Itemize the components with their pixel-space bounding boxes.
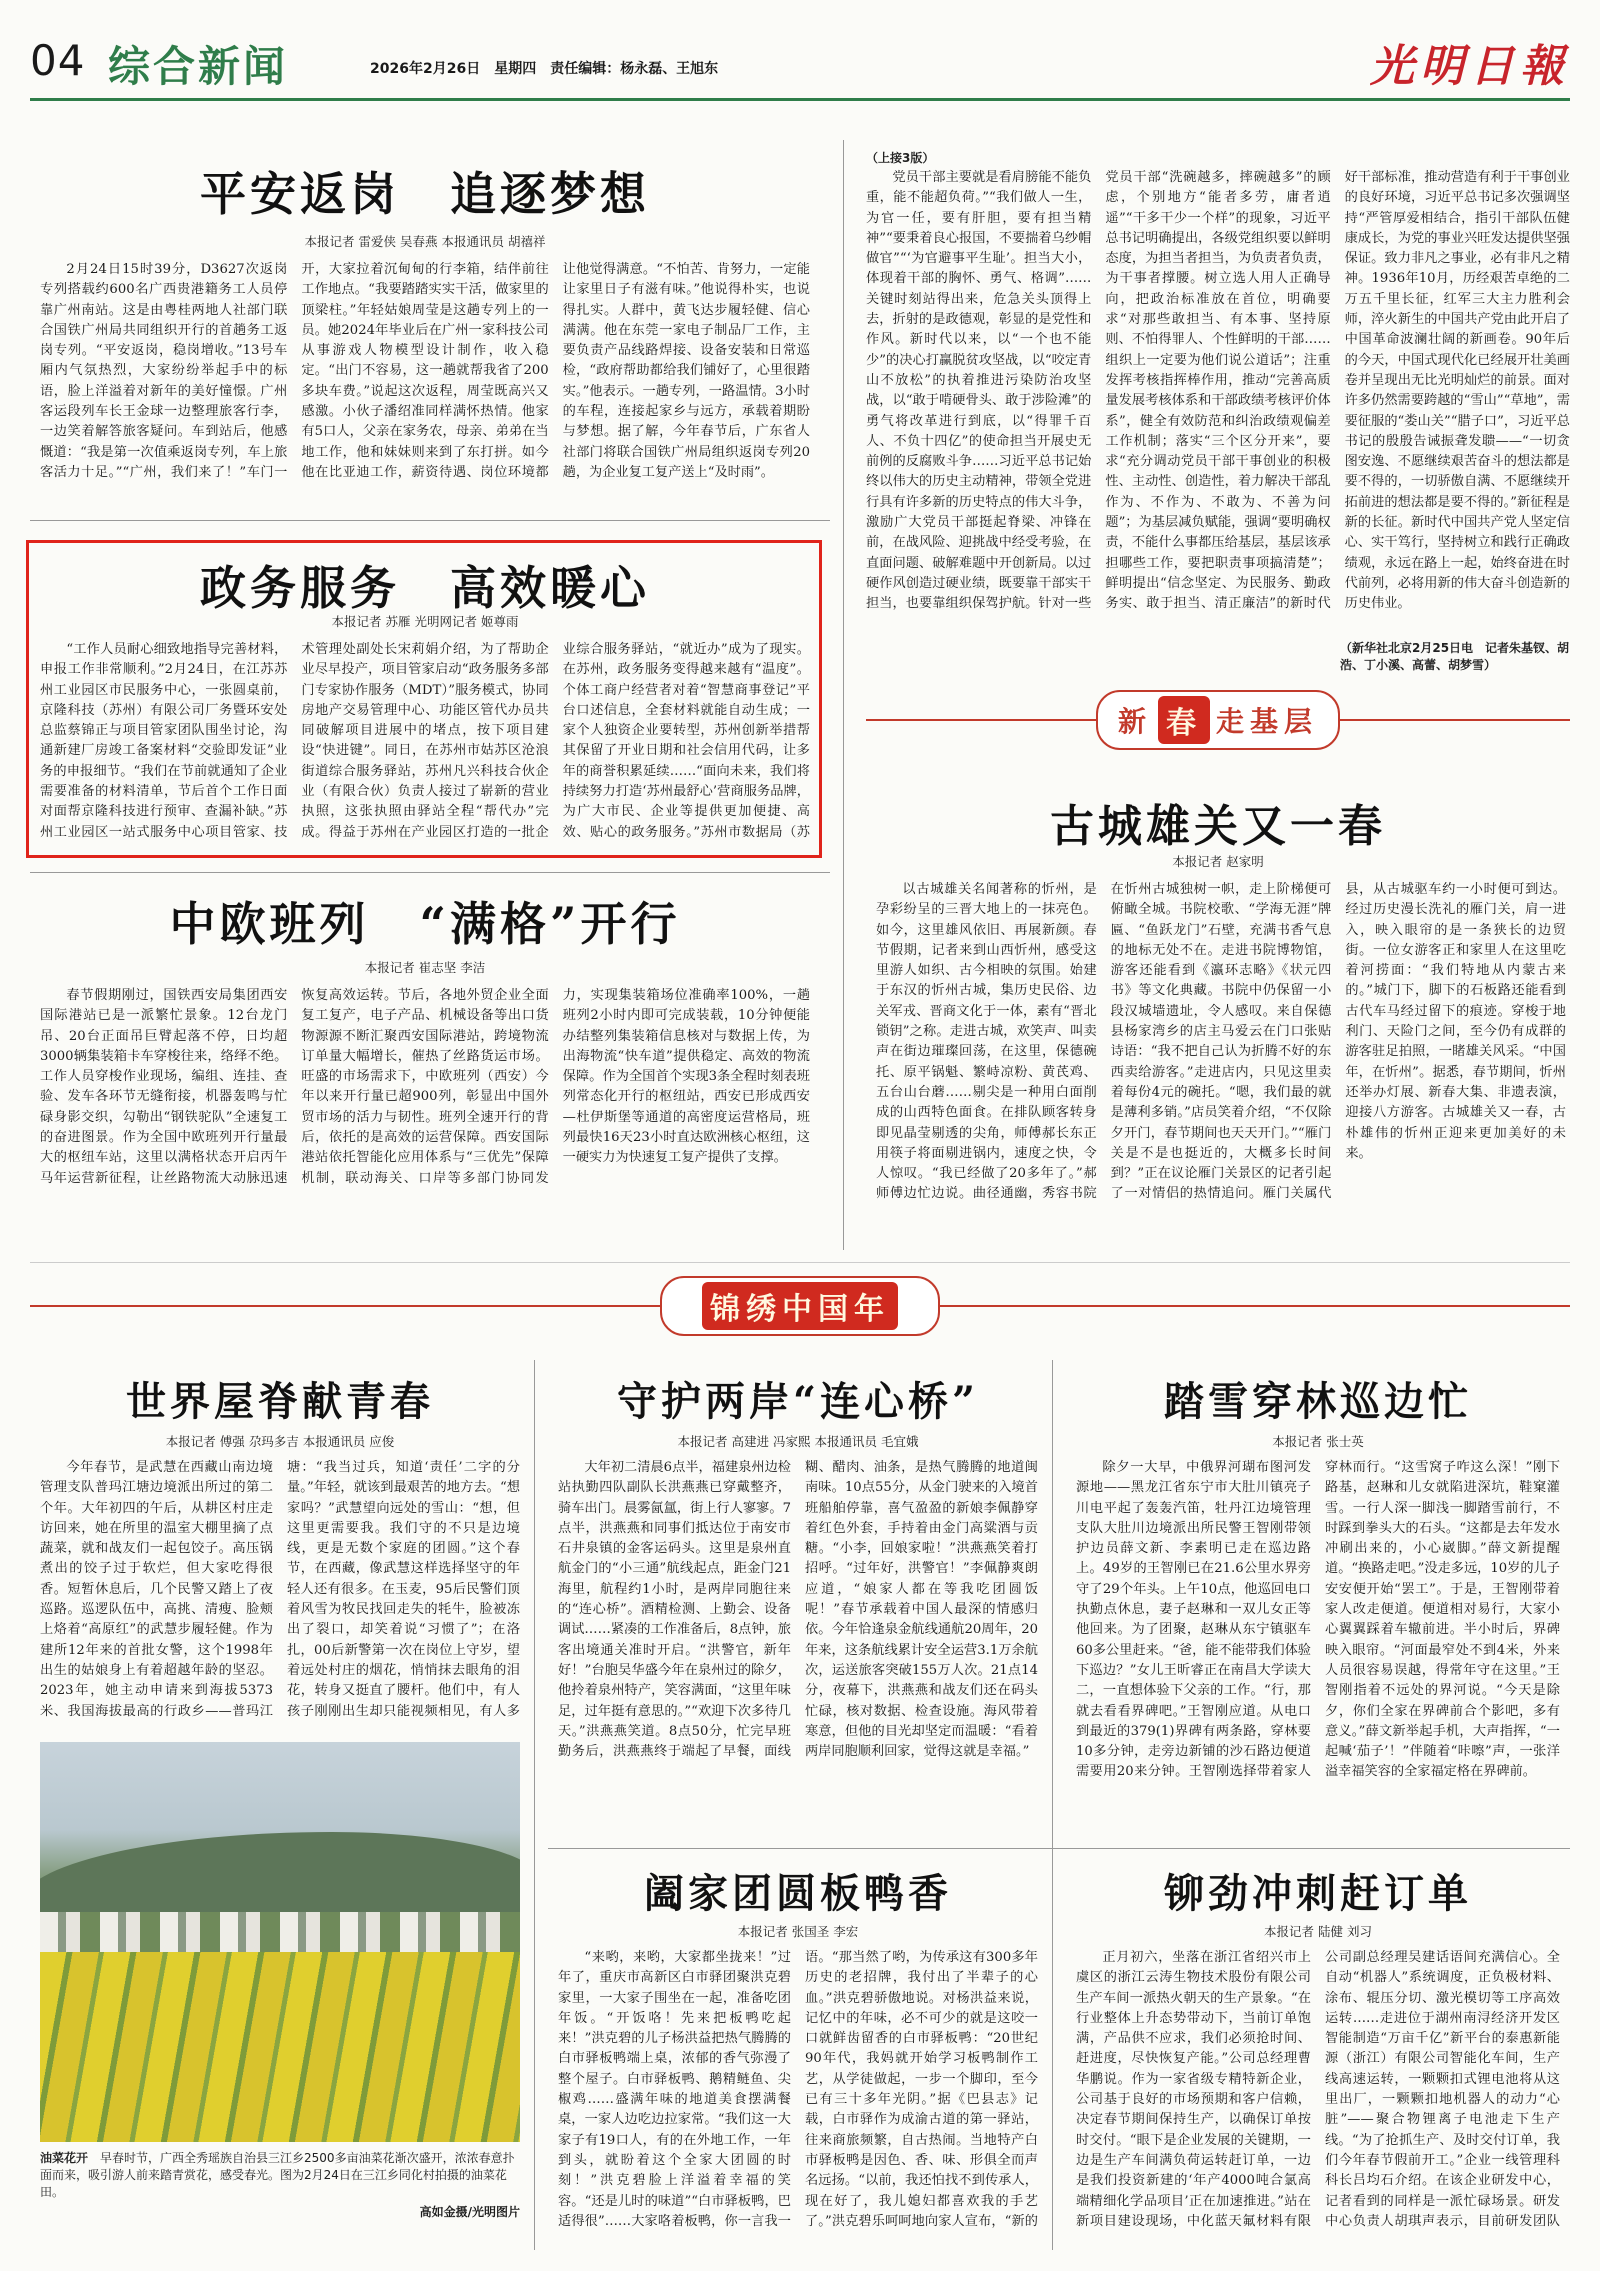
page-number: 04 <box>30 36 86 85</box>
article-column: 除夕一大早，中俄界河瑚布图河发源地——黑龙江省东宁市大肚川镇亮子川电平起了轰轰汽笛，牡丹江边境管理支队大肚川边境派出所民警王智刚带领护边员薛文新、李素明已走在巡边路上。49岁的王智刚已在21.6公里水界旁守了29个年头。上午10点，他巡回电口执勤点休息，妻子赵琳和一双儿女正等他回来。为了团聚，赵琳从东宁镇驱车60多公里赶来。“爸，能不能带我们体验下巡边？”女儿王昕睿正在南昌大学读大二，一直想体验下父亲的工作。“行，那就去看看界碑吧。”王智刚应道。从电口到最近的379(1)界碑有两条路，穿林要10多分钟，走旁边新铺的沙石路边便道需要用20来分钟。王智刚选择带着家人穿林而行。“这雪窝子咋这么深！”刚下路基，赵琳和儿女就陷进深坑，鞋窠灌雪。一行人深一脚浅一脚踏雪前行，不时踩到拳头大的石头。“这都是去年发水冲刷出来的，小心崴脚。”薛文新提醒道。“换路走吧。”没走多远，10岁的儿子安安便开始“罢工”。于是，王智刚带着家人改走便道。便道相对易行，大家小心翼翼踩着车辙前进。半小时后，界碑映入眼帘。“河面最窄处不到4米，外来人员很容易误越，得常年守在这里。”王智刚指着不远处的界河说。“今天是除夕，你们全家在界碑前合个影吧，多有意义。”薛文新举起手机，大声指挥，“一起喊‘茄子’！”伴随着“咔嚓”声，一张洋溢幸福笑容的全家福定格在界碑前。 <box>1076 1460 1560 1780</box>
article-title-roof-of-world: 世界屋脊献青春 <box>126 1378 434 1425</box>
section-divider <box>30 1262 1570 1263</box>
section-rule <box>30 520 830 521</box>
date-editor-line: 2026年2月26日 星期四 责任编辑：杨永磊、王旭东 <box>370 61 719 77</box>
article-title-rush-orders: 铆劲冲刺赶订单 <box>1164 1870 1472 1917</box>
article-byline-cross-strait-bridge: 本报记者 高建进 冯家熙 本报通讯员 毛宜娥 <box>677 1434 919 1449</box>
caption-title: 油菜花开 <box>40 2151 89 2165</box>
continuation-header: （上接3版） <box>866 151 935 165</box>
article-column: 党员干部主要就是看肩膀能不能负重，能不能超负荷。”“我们做人一生，为官一任，要有肝胆，要有担当精神”“要秉着良心报国，不要揣着乌纱帽做官”“‘为官避事平生耻’。担当大小，体现着干部的胸怀、勇气、格调”……关键时刻站得出来，危急关头顶得上去，折射的是政德观，彰显的是党性和作风。新时代以来，以“一个也不能少”的决心打赢脱贫攻坚战，以“咬定青山不放松”的执着推进污染防治攻坚战，以“敢于啃硬骨头、敢于涉险滩”的勇气将改革进行到底，以“得罪千百人、不负十四亿”的使命担当开展史无前例的反腐败斗争……习近平总书记始终以伟大的历史主动精神，带领全党进行具有许多新的历史特点的伟大斗争，激励广大党员干部挺起脊梁、冲锋在前，在战风险、迎挑战中经受考验，在直面问题、破解难题中开创新局。以过硬作风创造过硬业绩，既要靠干部实干担当，也要靠组织保驾护航。针对一些党员干部“洗碗越多，摔碗越多”的顾虑，个别地方“能者多劳，庸者逍遥”“干多干少一个样”的现象，习近平总书记明确提出，各级党组织要以鲜明态度，为担当者担当，为负责者负责，为干事者撑腰。树立选人用人正确导向，把政治标准放在首位，明确要求“对那些敢担当、有本事、坚持原则、不怕得罪人、个性鲜明的干部……组织上一定要为他们说公道话”；注重发挥考核指挥棒作用，推动“完善高质量发展考核体系和干部政绩考核评价体系”，健全有效防范和纠治政绩观偏差工作机制；落实“三个区分开来”，要求“充分调动党员干部干事创业的积极性、主动性、创造性，着力解决干部乱作为、不作为、不敢为、不善为问题”；为基层减负赋能，强调“要明确权责，不能什么事都压给基层，基层该承担哪些工作，要把职责事项搞清楚”；鲜明提出“信念坚定、为民服务、勤政务实、敢于担当、清正廉洁”的新时代好干部标准，推动营造有利于干事创业的良好环境，习近平总书记多次强调坚持“严管厚爱相结合，指引干部队伍健康成长，为党的事业兴旺发达提供坚强保证。致力非凡之事业，必有非凡之精神。1936年10月，历经艰苦卓绝的二万五千里长征，红军三大主力胜利会师，淬火新生的中国共产党由此开启了中国革命波澜壮阔的新画卷。90年后的今天，中国式现代化已经展开壮美画卷并呈现出无比光明灿烂的前景。面对许多仍然需要跨越的“雪山”“草地”，需要征服的“娄山关”“腊子口”，习近平总书记的殷殷告诫振聋发聩——“一切贪图安逸、不愿继续艰苦奋斗的想法都是要不得的，一切骄傲自满、不愿继续开拓前进的想法都是要不得的。”新征程是新的长征。新时代中国共产党人坚定信心、实干笃行，坚持树立和践行正确政绩观，永远在路上一起，始终奋进在时代前列，必将用新的伟大奋斗创造新的历史伟业。 <box>866 170 1570 612</box>
rapeseed-field-photo <box>40 1742 520 2142</box>
caption-text: 早春时节，广西全秀瑶族自治县三江乡2500多亩油菜花渐次盛开，浓浓春意扑面而来，吸引游人前来踏青赏花，感受春光。图为2月24日在三江乡同化村拍摄的油菜花田。 <box>40 2151 515 2199</box>
article-body-border-patrol <box>1076 1458 1560 1838</box>
section-rule <box>30 872 830 873</box>
article-byline-gov-services: 本报记者 苏雁 光明网记者 姬尊雨 <box>331 614 519 629</box>
column-rule <box>1052 1360 1053 2250</box>
banner-splendid-new-year <box>30 1276 1570 1336</box>
article-title-cross-strait-bridge: 守护两岸“连心桥” <box>616 1378 979 1425</box>
masthead <box>30 28 1570 98</box>
article-byline-china-europe-rail: 本报记者 崔志坚 李洁 <box>364 960 486 975</box>
photo-caption <box>40 2150 520 2220</box>
banner-label: 锦绣中国年 <box>660 1276 940 1336</box>
article-body-return-to-work <box>40 260 810 490</box>
article-title-family-duck: 阖家团圆板鸭香 <box>644 1870 952 1917</box>
article-body-rush-orders <box>1076 1948 1560 2248</box>
newspaper-logo: 光明日報 <box>1370 41 1570 92</box>
article-body-roof-of-world <box>40 1458 520 1730</box>
article-byline-border-patrol: 本报记者 张士英 <box>1272 1434 1364 1449</box>
article-body-continued <box>866 168 1570 638</box>
article-column: “来哟，来哟，大家都坐拢来！”过年了，重庆市高新区白市驿团聚洪克碧家里，一大家子围坐在一起，准备吃团年饭。“开饭咯！先来把板鸭吃起来！”洪克碧的儿子杨洪益把热气腾腾的白市驿板鸭端上桌，浓郁的香气弥漫了整个屋子。白市驿板鸭、鹅精鲢鱼、尖椒鸡……盛满年味的地道美食摆满餐桌，一家人边吃边拉家常。“我们这一大家子有19口人，有的在外地工作，一年到头，就盼着这个全家大团圆的时刻！”洪克碧脸上洋溢着幸福的笑容。“还是儿时的味道”“白市驿板鸭，巴适得很”……大家咯着板鸭，你一言我一语。“那当然了哟，为传承这有300多年历史的老招牌，我付出了半辈子的心血。”洪克碧骄傲地说。对杨洪益来说，记忆中的年味，必不可少的就是这咬一口就鲜齿留香的白市驿板鸭：“20世纪90年代，我妈就开始学习板鸭制作工艺，从学徒做起，一步一个脚印，至今已有三十多年光阴。”据《巴县志》记载，白市驿作为成渝古道的第一驿站，往来商旅频繁，自古热闹。当地特产白市驿板鸭是因色、香、味、形俱全而声名远扬。“以前，我还怕找不到传承人，现在好了，我儿媳妇都喜欢我的手艺了。”洪克碧乐呵呵地向家人宣布，“新的 <box>558 1950 1038 2229</box>
article-column: “工作人员耐心细致地指导完善材料，申报工作非常顺利。”2月24日，在江苏苏州工业园区市民服务中心，一张圆桌前，京隆科技（苏州）有限公司厂务暨环安处总监蔡锦正与项目管家团队围坐讨论，沟通新建厂房竣工备案材料“交验即发证”业务的申报细节。“我们在节前就通知了企业需要准备的材料清单，节后首个工作日面对面帮京隆科技进行预审、查漏补缺。”苏州工业园区一站式服务中心项目管家、技术管理处副处长宋莉娟介绍，为了帮助企业尽早投产，项目管家启动“政务服务多部门专家协作服务（MDT）”服务模式，协同房地产交易管理中心、功能区管代办员共同破解项目进展中的堵点，按下项目建设“快进键”。同日，在苏州市姑苏区沧浪街道综合服务驿站，苏州凡兴科技合伙企业（有限合伙）负责人接过了崭新的营业执照，这张执照由驿站全程“帮代办”完成。得益于苏州在产业园区打造的一批企业综合服务驿站，“就近办”成为了现实。在苏州，政务服务变得越来越有“温度”。个体工商户经营者对着“智慧商事登记”平台口述信息，全套材料就能自动生成；一家个人独资企业要转型，苏州创新举措帮其保留了开业日期和社会信用代码，让多年的商誉积累延续……“面向未来，我们将持续努力打造‘苏州最舒心’营商服务品牌，为广大市民、企业等提供更加便捷、高效、贴心的政务服务。”苏州市数据局（苏 <box>40 642 810 840</box>
article-body-family-duck <box>558 1948 1038 2248</box>
masthead-rule <box>30 98 1570 101</box>
article-column: 正月初六，坐落在浙江省绍兴市上虞区的浙江云涛生物技术股份有限公司生产车间一派热火朝天的生产景象。“在行业整体上升态势带动下，当前订单饱满，产品供不应求，我们必须抢时间、赶进度，尽快恢复产能。”公司总经理曹华鹏说。作为一家省级专精特新企业，公司基于良好的市场预期和客户信赖，决定春节期间保持生产，以确保订单按时交付。“眼下是企业发展的关键期，一边是生产车间满负荷运转赶订单，一边是我们投资新建的‘年产4000吨合氯高端精细化学品项目’正在加速推进。”站在新项目建设现场，中化蓝天氟材料有限公司副总经理吴建话语间充满信心。全自动“机器人”系统调度，正负极材料、涂布、辊压分切、激光模切等工序高效运转……走进位于湖州南浔经济开发区智能制造“万亩千亿”新平台的泰惠新能源（浙江）有限公司智能化车间，生产线高速运转，一颗颗扣式锂电池将从这里出厂，一颗颗扣地机器人的动力“心脏”——聚合物锂离子电池走下生产线。“为了抢抓生产、及时交付订单，我们今年春节假前开工。”企业一线管理科科长吕均石介绍。在该企业研发中心，记者看到的同样是一派忙碌场景。研发中心负责人胡琪声表示，目前研发团队 <box>1076 1950 1560 2229</box>
article-title-gov-services: 政务服务 高效暖心 <box>200 561 650 615</box>
article-body-gov-services <box>40 640 810 850</box>
article-body-china-europe-rail <box>40 986 810 1236</box>
xinhua-signoff: （新华社北京2月25日电 记者朱基钗、胡浩、丁小溪、高蕾、胡梦雪） <box>1340 641 1570 672</box>
article-byline-ancient-city: 本报记者 赵家明 <box>1172 854 1264 869</box>
article-title-border-patrol: 踏雪穿林巡边忙 <box>1164 1378 1472 1425</box>
column-rule <box>843 140 844 1250</box>
article-byline-rush-orders: 本报记者 陆健 刘习 <box>1264 1924 1372 1939</box>
section-title: 综合新闻 <box>108 42 289 91</box>
flower-field <box>40 1952 520 2142</box>
section-rule <box>548 1848 1570 1849</box>
article-title-ancient-city: 古城雄关又一春 <box>1050 801 1386 852</box>
banner-spring-grassroots <box>866 690 1570 750</box>
article-column: 春节假期刚过，国铁西安局集团西安国际港站已是一派繁忙景象。12台龙门吊、20台正面吊巨臂起落不停，日均超3000辆集装箱卡车穿梭往来，络绎不绝。工作人员穿梭作业现场，编组、连挂、查验、发车各环节无缝衔接，机器轰鸣与忙碌身影交织，勾勒出“钢铁驼队”全速复工的奋进图景。作为全国中欧班列开行量最大的枢纽车站，这里以满格状态开启丙午马年运营新征程，让丝路物流大动脉迅速恢复高效运转。节后，各地外贸企业全面复工复产，电子产品、机械设备等出口货物源源不断汇聚西安国际港站，跨境物流订单量大幅增长，催热了丝路货运市场。旺盛的市场需求下，中欧班列（西安）今年以来开行量已超900列，彰显出中国外贸市场的活力与韧性。班列全速开行的背后，依托的是高效的运营保障。西安国际港站依托智能化应用体系与“三优先”保障机制，联动海关、口岸等多部门协同发力，实现集装箱场位准确率100%，一趟班列2小时内即可完成装载，10分钟便能办结整列集装箱信息核对与数据上传，为出海物流“快车道”提供稳定、高效的物流保障。作为全国首个实现3条全程时刻表班列常态化开行的枢纽站，西安已形成西安—杜伊斯堡等通道的高密度运营格局，班列最快16天23小时直达欧洲核心枢纽，这一硬实力为快速复工复产提供了支撑。 <box>40 988 810 1186</box>
column-rule <box>534 1360 535 2250</box>
article-column: 以古城雄关名闻著称的忻州，是孕彩纷呈的三晋大地上的一抹亮色。如今，这里雄风依旧、再展新颜。春节假期，记者来到山西忻州，感受这里游人如织、古今相映的氛围。始建于东汉的忻州古城，集历史民俗、边关军戎、晋商文化于一体，素有“晋北锁钥”之称。走进古城，欢笑声、叫卖声在街边璀璨回荡，在这里，保德碗托、原平锅魁、繁峙凉粉、黄芪鸡、五台山台蘑……剔尖是一种用白面削成的山西特色面食。在排队顾客转身即见晶莹剔透的尖角，师傅郝长东正用筷子将面剔进锅内，速度之快，令人惊叹。“我已经做了20多年了。”郝师傅边忙边说。曲径通幽，秀容书院在忻州古城独树一帜，走上阶梯便可俯瞰全城。书院校歌、“学海无涯”牌匾、“鱼跃龙门”石壁，充满书香气息的地标无处不在。走进书院博物馆，游客还能看到《瀛环志略》《状元四书》等文化典藏。书院中仍保留一小段汉城墙遗址，令人感叹。来自保德县杨家湾乡的店主马爱云在门口张贴诗语：“我不把自己认为折腾不好的东西卖给游客。”走进店内，只见这里卖着每份4元的碗托。“嗯，我们最的就是薄利多销。”店员笑着介绍，“不仅除夕开门，春节期间也天天开门。”“雁门关是不是也挺近的，大概多长时间到？”正在议论雁门关景区的记者引起了一对情侣的热情追问。雁门关属代县，从古城驱车约一小时便可到达。经过历史漫长洗礼的雁门关，肩一进入，映入眼帘的是一条狭长的边贸街。一位女游客正和家里人在这里吃着河捞面：“我们特地从内蒙古来的。”城门下，脚下的石板路还能看到古代车马经过留下的痕迹。穿梭于地利门、天险门之间，至今仍有成群的游客驻足拍照，一睹雄关风采。“中国年，在忻州”。据悉，春节期间，忻州还举办灯展、新春大集、非遗表演，迎接八方游客。古城雄关又一春，古朴雄伟的忻州正迎来更加美好的未来。 <box>876 882 1566 1202</box>
article-body-cross-strait-bridge <box>558 1458 1038 1838</box>
article-column: 2月24日15时39分，D3627次返岗专列搭载约600名广西贵港籍务工人员停靠广州南站。这是由粤桂两地人社部门联合国铁广州局共同组织开行的首趟务工返岗专列。“平安返岗，稳岗增收。”13号车厢内气氛热烈，大家纷纷举起手中的标语，脸上洋溢着对新年的美好憧憬。广州客运段列车长王金球一边整理旅客行李，一边笑着解答旅客疑问。车到站后，他感慨道：“我是第一次值乘返岗专列，车上旅客活力十足。”“广州，我们来了！”车门一开，大家拉着沉甸甸的行李箱，结伴前往工作地点。“我要踏踏实实干活，做家里的顶梁柱。”年轻姑娘周莹是这趟专列上的一员。她2024年毕业后在广州一家科技公司从事游戏人物模型设计制作，收入稳定。“出门不容易，这一趟就帮我省了200多块车费。”说起这次返程，周莹既高兴又感激。小伙子潘绍准同样满怀热情。他家有5口人，父亲在家务农，母亲、弟弟在当地工作，他和妹妹则来到了东打拼。如今他在比亚迪工作，薪资待遇、岗位环境都让他觉得满意。“不怕苦、肯努力，一定能让家里日子有滋有味。”他说得朴实，也说得扎实。人群中，黄飞达步履轻健、信心满满。他在东莞一家电子制品厂工作，主要负责产品线路焊接、设备安装和日常巡检，“政府帮助都给我们铺好了，心里很踏实。”他表示。一趟专列，一路温情。3小时的车程，连接起家乡与远方，承载着期盼与梦想。据了解，今年春节后，广东省人社部门将联合国铁广州局组织返岗专列20趟，为企业复工复产送上“及时雨”。 <box>40 262 810 480</box>
article-byline-family-duck: 本报记者 张国圣 李宏 <box>737 1924 859 1939</box>
village-houses <box>40 1912 520 1952</box>
article-byline-roof-of-world: 本报记者 傅强 尕玛多吉 本报通讯员 应俊 <box>165 1434 395 1449</box>
photo-credit: 高如金摄/光明图片 <box>419 2205 520 2219</box>
article-title-return-to-work: 平安返岗 追逐梦想 <box>200 167 650 221</box>
banner-label: 新 春 走基层 <box>1096 690 1340 750</box>
article-column: 大年初二清晨6点半，福建泉州边检站执勤四队副队长洪燕燕已穿戴整齐，骑车出门。晨雾氤氲，街上行人寥寥。7点半，洪燕燕和同事们抵达位于南安市石井泉镇的金客运码头。这里是泉州直航金门的“小三通”航线起点，距金门21海里，航程约1小时，是两岸同胞往来的“连心桥”。酒精检测、上勤会、设备调试……紧凑的工作准备后，8点钟，旅客出境通关准时开启。“洪警官，新年好！”台胞吴华盛今年在泉州过的除夕，他拎着泉州特产，笑容满面，“这里年味足，过年挺有意思的。”“欢迎下次多待几天。”洪燕燕笑道。8点50分，忙完早班勤务后，洪燕燕终于端起了早餐，面线糊、醋肉、油条，是热气腾腾的地道闽南味。10点55分，从金门驶来的入境首班船舶停靠，喜气盈盈的新娘李佩静穿着红色外套，手持着由金门高粱酒与贡糖。“小李，回娘家啦！”洪燕燕笑着打招呼。“过年好，洪警官！”李佩静爽朗应道，“娘家人都在等我吃团圆饭呢！”春节承载着中国人最深的情感归依。今年恰逢泉金航线通航20周年，20年来，这条航线累计安全运营3.1万余航次，运送旅客突破155万人次。21点14分，夜幕下，洪燕燕和战友们还在码头忙碌，核对数据、检查设施。海风带着寒意，但他的目光却坚定而温暖：“看着两岸同胞顺利回家，觉得这就是幸福。” <box>558 1460 1038 1760</box>
article-title-china-europe-rail: 中欧班列 “满格”开行 <box>169 897 681 951</box>
article-column: 今年春节，是武慧在西藏山南边境管理支队普玛江塘边境派出所过的第二个年。大年初四的午后，从耕区村庄走访回来，她在所里的温室大棚里摘了点蔬菜，就和战友们一起包饺子。高压锅煮出的饺子过于软烂，但大家吃得很香。短暂休息后，几个民警又踏上了夜巡路。巡逻队伍中，高挑、清瘦、脸颊上烙着“高原红”的武慧步履轻健。作为建所12年来的首批女警，这个1998年出生的姑娘身上有着超越年龄的坚忍。2023年，她主动申请来到海拔5373米、我国海拔最高的行政乡——普玛江塘：“我当过兵，知道‘责任’二字的分量。”年轻，就该到最艰苦的地方去。“想家吗？”武慧望向远处的雪山：“想，但这里更需要我。我们守的不只是边境线，更是无数个家庭的团圆。”这个春节，在西藏，像武慧这样选择坚守的年轻人还有很多。在玉麦，95后民警们顶着风雪为牧民找回走失的牦牛，脸被冻出了裂口，却笑着说“习惯了”；在洛扎，00后新警第一次在岗位上守岁，望着远处村庄的烟花，悄悄抹去眼角的泪花，转身又挺直了腰杆。他们中，有人孩子刚刚出生却只能视频相见，有人多 <box>40 1460 520 1719</box>
article-body-ancient-city <box>876 880 1566 1230</box>
article-byline-return-to-work: 本报记者 雷爱侠 吴春燕 本报通讯员 胡禧祥 <box>304 234 546 249</box>
